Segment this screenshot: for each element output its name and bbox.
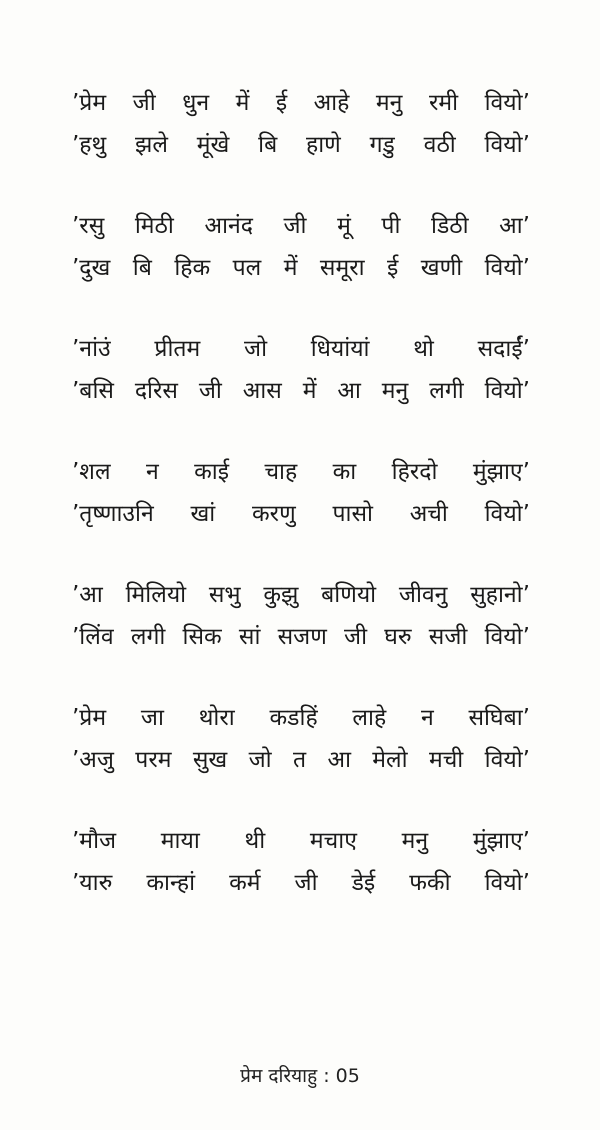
book-title: प्रेम दरियाहु xyxy=(240,1065,318,1087)
poem-word: मनु xyxy=(381,378,409,404)
poem-word: आ xyxy=(327,747,351,773)
stanza xyxy=(72,697,530,781)
poem-word: ई xyxy=(275,90,288,116)
poem-word: बणियो xyxy=(321,582,377,608)
poem-word: गडु xyxy=(369,132,395,158)
poem-word: ’प्रेम xyxy=(72,705,107,731)
poem-word: काई xyxy=(194,459,230,485)
poem-word: लगी xyxy=(429,378,464,404)
poem-line xyxy=(72,247,530,289)
poem-word: मची xyxy=(428,747,464,773)
poem-word: झले xyxy=(135,132,168,158)
poem-word: मूंखे xyxy=(196,132,230,158)
poem-word: डेई xyxy=(351,870,376,896)
poem-word: वियो’ xyxy=(484,90,530,116)
poem-word: वियो’ xyxy=(484,132,530,158)
poem-word: में xyxy=(302,378,317,404)
poem-word: हिक xyxy=(174,255,211,281)
poem-word: ई xyxy=(387,255,399,281)
poem-word: फकी xyxy=(409,870,451,896)
poem-line xyxy=(72,697,530,739)
poem-word: जी xyxy=(198,378,222,404)
poem-word: घरु xyxy=(384,624,412,650)
poem-word: दरिस xyxy=(134,378,178,404)
poem-word: ’हथु xyxy=(72,132,107,158)
poem-word: का xyxy=(332,459,357,485)
poem-word: सघिबा’ xyxy=(468,705,530,731)
footer-separator: : xyxy=(323,1065,330,1087)
poem-word: वठी xyxy=(423,132,456,158)
poem-word: जी xyxy=(283,213,307,239)
poem-word: में xyxy=(235,90,250,116)
poem-word: आ’ xyxy=(499,213,530,239)
poem-word: वियो’ xyxy=(484,870,530,896)
poem-word: चाह xyxy=(264,459,298,485)
poem-word: आ xyxy=(337,378,361,404)
poem-word: मनु xyxy=(401,828,429,854)
stanza xyxy=(72,574,530,658)
poem-word: मनु xyxy=(375,90,403,116)
poem-word: थोरा xyxy=(198,705,235,731)
poem-word: कान्हां xyxy=(146,870,196,896)
poem-word: पल xyxy=(232,255,262,281)
poem-word: समूरा xyxy=(319,255,365,281)
poem-word: सां xyxy=(238,624,261,650)
poem-word: मिठी xyxy=(134,213,174,239)
poem-word: ’मौज xyxy=(72,828,117,854)
poem-word: ’लिंव xyxy=(72,624,114,650)
poem-line xyxy=(72,328,530,370)
poem-word: आनंद xyxy=(204,213,253,239)
poem-word: बि xyxy=(258,132,278,158)
poem-word: जो xyxy=(244,336,268,362)
poem-line xyxy=(72,820,530,862)
poem-word: ’आ xyxy=(72,582,103,608)
stanza xyxy=(72,82,530,166)
poem-word: ’शल xyxy=(72,459,111,485)
poem-word: धुन xyxy=(182,90,210,116)
poem-word: थी xyxy=(244,828,266,854)
poem-line xyxy=(72,574,530,616)
poem-word: ’अजु xyxy=(72,747,114,773)
page-number: 05 xyxy=(335,1065,360,1087)
poem-word: सजी xyxy=(428,624,468,650)
poem-word: न xyxy=(145,459,159,485)
poem-line xyxy=(72,739,530,781)
poem-word: त xyxy=(292,747,307,773)
poem-word: सजण xyxy=(277,624,327,650)
poem-word: कडहिं xyxy=(269,705,318,731)
poem-word: मेलो xyxy=(372,747,408,773)
poem-word: मुंझाए’ xyxy=(472,459,530,485)
poem-word: करणु xyxy=(252,501,296,527)
poem-word: ’यारु xyxy=(72,870,113,896)
poem-line xyxy=(72,616,530,658)
poem-word: बि xyxy=(132,255,152,281)
poem-word: सभु xyxy=(208,582,241,608)
poem-word: ’रसु xyxy=(72,213,105,239)
poem-word: परम xyxy=(135,747,172,773)
poem-word: जीवनु xyxy=(398,582,448,608)
poem-line xyxy=(72,82,530,124)
stanza xyxy=(72,451,530,535)
poem-word: ’बसि xyxy=(72,378,114,404)
poem-word: लगी xyxy=(130,624,166,650)
poem-word: खां xyxy=(190,501,216,527)
poem-word: रमी xyxy=(428,90,459,116)
poem-line xyxy=(72,862,530,904)
poem-word: थो xyxy=(413,336,434,362)
poem-line xyxy=(72,493,530,535)
poem-word: वियो’ xyxy=(484,747,530,773)
poem-word: लाहे xyxy=(352,705,387,731)
poem-word: डिठी xyxy=(431,213,469,239)
poem-line xyxy=(72,205,530,247)
poem-word: न xyxy=(420,705,434,731)
poem-word: सिक xyxy=(182,624,222,650)
page-footer xyxy=(0,1062,600,1088)
poem-word: जो xyxy=(248,747,272,773)
poem-word: वियो’ xyxy=(484,501,530,527)
poem-word: पासो xyxy=(332,501,373,527)
poem-word: मूं xyxy=(337,213,351,239)
poem-word: कर्म xyxy=(229,870,261,896)
poem-word: कुझु xyxy=(263,582,299,608)
poem-line xyxy=(72,370,530,412)
poem-word: सुहानो’ xyxy=(470,582,530,608)
poem-word: जा xyxy=(140,705,164,731)
poem-word: ’प्रेम xyxy=(72,90,107,116)
poem-word: आहे xyxy=(313,90,350,116)
poem-word: जी xyxy=(294,870,318,896)
poem-word: पी xyxy=(381,213,401,239)
stanza xyxy=(72,820,530,904)
poem-word: हाणे xyxy=(306,132,341,158)
poem-word: ’तृष्णाउनि xyxy=(72,501,154,527)
poem-word: हिरदो xyxy=(391,459,438,485)
poem-word: आस xyxy=(242,378,282,404)
poem-line xyxy=(72,451,530,493)
poem-word: मिलियो xyxy=(125,582,187,608)
poem-word: धियांयां xyxy=(310,336,370,362)
poem-word: में xyxy=(283,255,298,281)
poem-word: ’नांउं xyxy=(72,336,111,362)
poem-word: मुंझाए’ xyxy=(472,828,530,854)
poem-line xyxy=(72,124,530,166)
poem-word: जी xyxy=(132,90,156,116)
poem-word: अची xyxy=(409,501,448,527)
poem-word: मचाए xyxy=(309,828,357,854)
poem-word: जी xyxy=(344,624,368,650)
poem-word: खणी xyxy=(420,255,463,281)
poem-word: वियो’ xyxy=(484,378,530,404)
poem-word: प्रीतम xyxy=(154,336,201,362)
poem-word: ’दुख xyxy=(72,255,111,281)
poem-word: वियो’ xyxy=(484,255,530,281)
poem-word: सदाईं’ xyxy=(477,336,530,362)
stanza xyxy=(72,205,530,289)
poem-word: सुख xyxy=(192,747,228,773)
stanza xyxy=(72,328,530,412)
poem-word: वियो’ xyxy=(484,624,530,650)
poem-word: माया xyxy=(160,828,200,854)
